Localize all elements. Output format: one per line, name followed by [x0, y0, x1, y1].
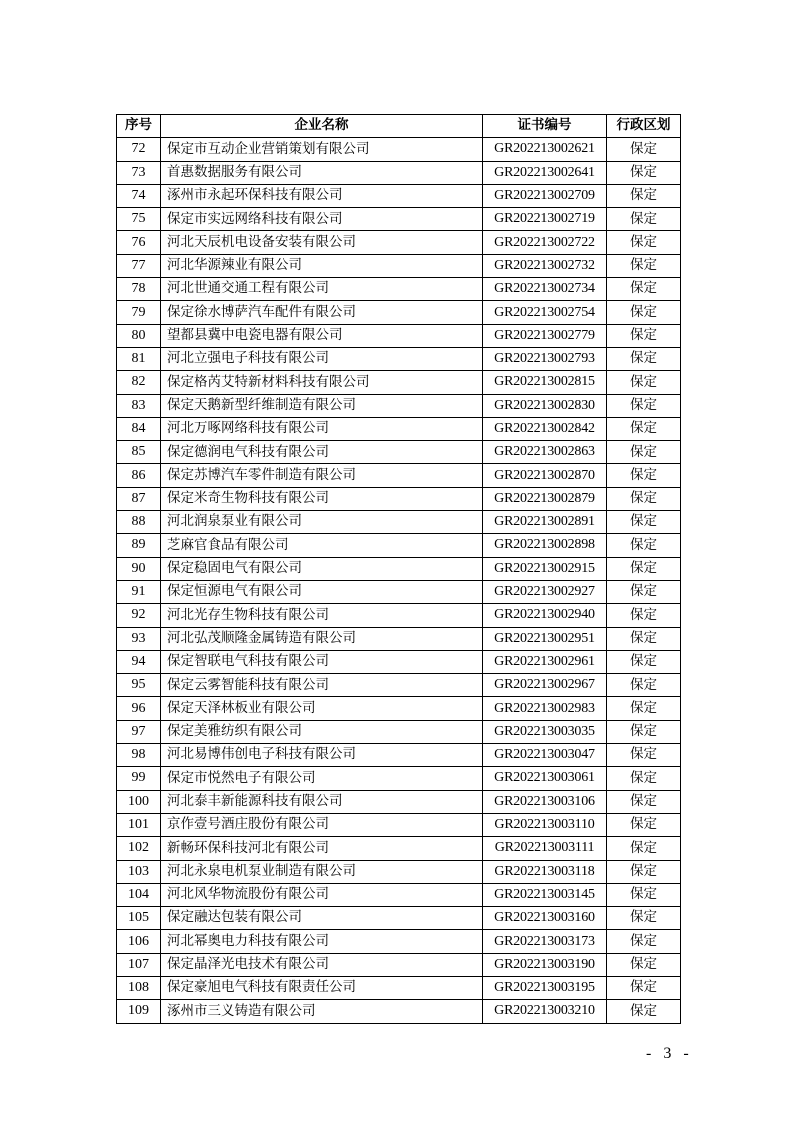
cell-cert-no: GR202213002951 [483, 627, 607, 650]
cell-company-name: 保定苏博汽车零件制造有限公司 [161, 464, 483, 487]
table-row [117, 347, 681, 370]
cell-no: 94 [117, 650, 161, 673]
cell-cert-no: GR202213002719 [483, 208, 607, 231]
cell-cert-no: GR202213002967 [483, 674, 607, 697]
cell-cert-no: GR202213003061 [483, 767, 607, 790]
cell-no: 93 [117, 627, 161, 650]
table-row [117, 371, 681, 394]
table-row [117, 650, 681, 673]
cell-cert-no: GR202213003111 [483, 837, 607, 860]
cell-company-name: 河北光存生物科技有限公司 [161, 604, 483, 627]
cell-no: 81 [117, 347, 161, 370]
cell-no: 103 [117, 860, 161, 883]
cell-company-name: 保定天泽林板业有限公司 [161, 697, 483, 720]
cell-cert-no: GR202213002621 [483, 138, 607, 161]
cell-region: 保定 [607, 464, 681, 487]
cell-no: 97 [117, 720, 161, 743]
cell-company-name: 保定市悦然电子有限公司 [161, 767, 483, 790]
cell-company-name: 保定晶泽光电技术有限公司 [161, 953, 483, 976]
cell-cert-no: GR202213002870 [483, 464, 607, 487]
cell-company-name: 保定稳固电气有限公司 [161, 557, 483, 580]
cell-no: 96 [117, 697, 161, 720]
cell-region: 保定 [607, 907, 681, 930]
cell-region: 保定 [607, 976, 681, 999]
cell-region: 保定 [607, 487, 681, 510]
cell-region: 保定 [607, 254, 681, 277]
cell-region: 保定 [607, 371, 681, 394]
table-row [117, 324, 681, 347]
cell-no: 101 [117, 813, 161, 836]
cell-company-name: 保定米奇生物科技有限公司 [161, 487, 483, 510]
cell-cert-no: GR202213002732 [483, 254, 607, 277]
cell-cert-no: GR202213002779 [483, 324, 607, 347]
cell-region: 保定 [607, 511, 681, 534]
cell-region: 保定 [607, 324, 681, 347]
cell-region: 保定 [607, 604, 681, 627]
cell-company-name: 河北易博伟创电子科技有限公司 [161, 744, 483, 767]
cell-no: 102 [117, 837, 161, 860]
cell-cert-no: GR202213002961 [483, 650, 607, 673]
cell-region: 保定 [607, 417, 681, 440]
table-row [117, 767, 681, 790]
cell-no: 77 [117, 254, 161, 277]
header-company-name: 企业名称 [161, 115, 483, 138]
cell-no: 109 [117, 1000, 161, 1023]
cell-no: 84 [117, 417, 161, 440]
cell-region: 保定 [607, 627, 681, 650]
cell-no: 74 [117, 184, 161, 207]
table-row [117, 837, 681, 860]
table-row [117, 1000, 681, 1023]
cell-cert-no: GR202213003106 [483, 790, 607, 813]
cell-no: 89 [117, 534, 161, 557]
cell-company-name: 河北永泉电机泵业制造有限公司 [161, 860, 483, 883]
table-row [117, 184, 681, 207]
cell-cert-no: GR202213002879 [483, 487, 607, 510]
cell-no: 105 [117, 907, 161, 930]
table-row [117, 138, 681, 161]
table-row [117, 580, 681, 603]
cell-region: 保定 [607, 767, 681, 790]
table-row [117, 254, 681, 277]
cell-no: 107 [117, 953, 161, 976]
cell-cert-no: GR202213002734 [483, 278, 607, 301]
cell-cert-no: GR202213003118 [483, 860, 607, 883]
table-row [117, 417, 681, 440]
table-row [117, 231, 681, 254]
header-region: 行政区划 [607, 115, 681, 138]
cell-cert-no: GR202213002915 [483, 557, 607, 580]
cell-company-name: 保定融达包装有限公司 [161, 907, 483, 930]
cell-cert-no: GR202213002793 [483, 347, 607, 370]
cell-no: 98 [117, 744, 161, 767]
cell-cert-no: GR202213003047 [483, 744, 607, 767]
cell-region: 保定 [607, 930, 681, 953]
cell-company-name: 保定德润电气科技有限公司 [161, 441, 483, 464]
cell-cert-no: GR202213002815 [483, 371, 607, 394]
cell-no: 90 [117, 557, 161, 580]
cell-no: 100 [117, 790, 161, 813]
cell-region: 保定 [607, 1000, 681, 1023]
cell-company-name: 保定恒源电气有限公司 [161, 580, 483, 603]
cell-region: 保定 [607, 674, 681, 697]
cell-region: 保定 [607, 813, 681, 836]
cell-region: 保定 [607, 441, 681, 464]
table-row [117, 487, 681, 510]
cell-company-name: 保定天鹅新型纤维制造有限公司 [161, 394, 483, 417]
cell-region: 保定 [607, 557, 681, 580]
table-row [117, 930, 681, 953]
cell-cert-no: GR202213003110 [483, 813, 607, 836]
cell-company-name: 保定智联电气科技有限公司 [161, 650, 483, 673]
cell-company-name: 河北风华物流股份有限公司 [161, 883, 483, 906]
cell-cert-no: GR202213002927 [483, 580, 607, 603]
cell-company-name: 芝麻官食品有限公司 [161, 534, 483, 557]
cell-region: 保定 [607, 534, 681, 557]
table-row [117, 161, 681, 184]
table-row [117, 720, 681, 743]
table-row [117, 860, 681, 883]
table-row [117, 394, 681, 417]
cell-company-name: 京作壹号酒庄股份有限公司 [161, 813, 483, 836]
cell-company-name: 首惠数据服务有限公司 [161, 161, 483, 184]
cell-company-name: 河北万啄网络科技有限公司 [161, 417, 483, 440]
table-row [117, 674, 681, 697]
table-header-row [117, 115, 681, 138]
cell-region: 保定 [607, 650, 681, 673]
cell-company-name: 河北天辰机电设备安装有限公司 [161, 231, 483, 254]
cell-company-name: 新畅环保科技河北有限公司 [161, 837, 483, 860]
cell-cert-no: GR202213003195 [483, 976, 607, 999]
cell-region: 保定 [607, 278, 681, 301]
header-cert-no: 证书编号 [483, 115, 607, 138]
cell-no: 83 [117, 394, 161, 417]
header-no: 序号 [117, 115, 161, 138]
cell-no: 82 [117, 371, 161, 394]
cell-region: 保定 [607, 883, 681, 906]
cell-cert-no: GR202213003145 [483, 883, 607, 906]
cell-no: 99 [117, 767, 161, 790]
cell-company-name: 望都县冀中电瓷电器有限公司 [161, 324, 483, 347]
cell-company-name: 保定市实远网络科技有限公司 [161, 208, 483, 231]
table-row [117, 907, 681, 930]
table-row [117, 744, 681, 767]
table-row [117, 464, 681, 487]
cell-cert-no: GR202213003160 [483, 907, 607, 930]
table-row [117, 976, 681, 999]
table-row [117, 441, 681, 464]
cell-company-name: 保定云雾智能科技有限公司 [161, 674, 483, 697]
cell-company-name: 河北润泉泵业有限公司 [161, 511, 483, 534]
table-row [117, 697, 681, 720]
table-row [117, 557, 681, 580]
cell-region: 保定 [607, 720, 681, 743]
table-row [117, 883, 681, 906]
cell-company-name: 保定市互动企业营销策划有限公司 [161, 138, 483, 161]
cell-company-name: 涿州市三义铸造有限公司 [161, 1000, 483, 1023]
cell-company-name: 河北华源辣业有限公司 [161, 254, 483, 277]
cell-no: 79 [117, 301, 161, 324]
cell-company-name: 河北幂奥电力科技有限公司 [161, 930, 483, 953]
cell-no: 92 [117, 604, 161, 627]
company-table [116, 114, 681, 1024]
table-row [117, 953, 681, 976]
cell-cert-no: GR202213002983 [483, 697, 607, 720]
page-number: - 3 - [646, 1045, 693, 1062]
cell-cert-no: GR202213002709 [483, 184, 607, 207]
cell-cert-no: GR202213003173 [483, 930, 607, 953]
cell-region: 保定 [607, 138, 681, 161]
cell-cert-no: GR202213002863 [483, 441, 607, 464]
table-row [117, 627, 681, 650]
cell-no: 72 [117, 138, 161, 161]
cell-region: 保定 [607, 208, 681, 231]
cell-cert-no: GR202213002842 [483, 417, 607, 440]
cell-region: 保定 [607, 161, 681, 184]
cell-cert-no: GR202213002830 [483, 394, 607, 417]
table-body [117, 138, 681, 1023]
cell-no: 86 [117, 464, 161, 487]
cell-company-name: 保定美雅纺织有限公司 [161, 720, 483, 743]
cell-region: 保定 [607, 394, 681, 417]
cell-region: 保定 [607, 697, 681, 720]
table-row [117, 790, 681, 813]
cell-no: 108 [117, 976, 161, 999]
cell-cert-no: GR202213003210 [483, 1000, 607, 1023]
cell-region: 保定 [607, 184, 681, 207]
cell-no: 104 [117, 883, 161, 906]
cell-company-name: 涿州市永起环保科技有限公司 [161, 184, 483, 207]
cell-region: 保定 [607, 837, 681, 860]
table-row [117, 534, 681, 557]
cell-region: 保定 [607, 347, 681, 370]
cell-region: 保定 [607, 790, 681, 813]
cell-cert-no: GR202213002754 [483, 301, 607, 324]
cell-no: 80 [117, 324, 161, 347]
table-row [117, 511, 681, 534]
cell-company-name: 河北立强电子科技有限公司 [161, 347, 483, 370]
table-row [117, 208, 681, 231]
cell-region: 保定 [607, 301, 681, 324]
cell-cert-no: GR202213002641 [483, 161, 607, 184]
cell-no: 73 [117, 161, 161, 184]
cell-company-name: 保定格芮艾特新材料科技有限公司 [161, 371, 483, 394]
cell-region: 保定 [607, 231, 681, 254]
cell-cert-no: GR202213002898 [483, 534, 607, 557]
cell-company-name: 河北泰丰新能源科技有限公司 [161, 790, 483, 813]
cell-cert-no: GR202213002722 [483, 231, 607, 254]
cell-no: 76 [117, 231, 161, 254]
cell-company-name: 保定豪旭电气科技有限责任公司 [161, 976, 483, 999]
table-row [117, 604, 681, 627]
cell-no: 85 [117, 441, 161, 464]
cell-no: 78 [117, 278, 161, 301]
cell-no: 106 [117, 930, 161, 953]
cell-company-name: 河北弘茂顺隆金属铸造有限公司 [161, 627, 483, 650]
cell-region: 保定 [607, 744, 681, 767]
cell-no: 88 [117, 511, 161, 534]
cell-company-name: 河北世通交通工程有限公司 [161, 278, 483, 301]
table-row [117, 813, 681, 836]
table-row [117, 301, 681, 324]
cell-region: 保定 [607, 953, 681, 976]
cell-no: 75 [117, 208, 161, 231]
cell-cert-no: GR202213002940 [483, 604, 607, 627]
cell-no: 87 [117, 487, 161, 510]
table-row [117, 278, 681, 301]
cell-no: 91 [117, 580, 161, 603]
cell-cert-no: GR202213002891 [483, 511, 607, 534]
cell-company-name: 保定徐水博萨汽车配件有限公司 [161, 301, 483, 324]
cell-region: 保定 [607, 580, 681, 603]
cell-cert-no: GR202213003035 [483, 720, 607, 743]
cell-region: 保定 [607, 860, 681, 883]
cell-cert-no: GR202213003190 [483, 953, 607, 976]
cell-no: 95 [117, 674, 161, 697]
